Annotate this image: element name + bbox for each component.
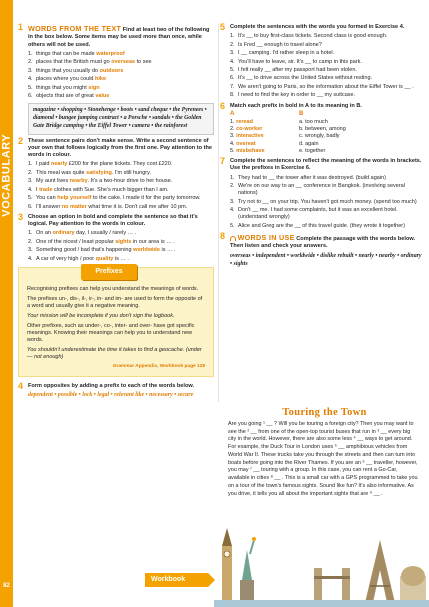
item-number: 6. — [28, 203, 33, 210]
prefixes-example: Your mission will be incomplete if you don't sign the logbook. — [27, 312, 175, 319]
list-item — [230, 199, 423, 206]
item-number: 2. — [28, 59, 33, 66]
match-a-item — [230, 119, 285, 126]
match-b-item — [299, 126, 423, 133]
workbook-tab — [145, 573, 208, 587]
item-text: One of the nicest / least popular — [36, 238, 116, 245]
prefix-word: co-worker — [236, 126, 263, 132]
list-item — [230, 84, 423, 91]
item-letter: b. — [299, 126, 304, 132]
prefix-word: interactive — [236, 133, 264, 140]
sidebar-label: VOCABULARY — [0, 133, 13, 217]
word-list: overseas • independent • worldwide • dislike rebuilt • nearly • nearby • ordinary • sights — [230, 252, 422, 267]
item-text: day, I usually / rarely … . — [74, 230, 137, 237]
exercise-instruction: Complete the sentences with the words you formed in Exercise 4. — [230, 24, 405, 30]
item-number: 6. — [28, 92, 33, 99]
item-number: 3. — [28, 67, 33, 74]
exercise-number: 3 — [18, 211, 24, 222]
prefixes-example: You shouldn't underestimate the time it takes to find a geocache. (under — not enough) — [27, 346, 202, 360]
exercise-number: 8 — [220, 231, 226, 242]
prefixes-title: Prefixes — [81, 264, 137, 280]
list-item — [28, 204, 214, 211]
item-text: Alice and Greg are the __ of this travel guide. (they wrote it together) — [238, 222, 405, 229]
item-number: 1. — [28, 50, 33, 57]
item-text: It's __ to drive across the United States without resting. — [238, 75, 373, 82]
item-text: I felt really __ after my passport had been stolen. — [238, 67, 357, 74]
item-text: clothes with Sue. She's much bigger than I am. — [52, 186, 169, 193]
column-b-header: B — [299, 110, 304, 117]
list-item — [230, 59, 423, 66]
exercise-4 — [18, 383, 214, 400]
grammar-appendix-reference: Grammar Appendix, Workbook page 128 — [112, 363, 205, 369]
list-item — [230, 50, 423, 57]
item-text: I — [36, 186, 40, 193]
item-text: My aunt lives — [36, 178, 70, 185]
match-b-item — [299, 119, 423, 126]
highlight-word: help yourself — [57, 195, 92, 202]
highlight-word: sign — [88, 84, 100, 91]
match-a-item — [230, 133, 285, 140]
item-text: It's __ to buy first-class tickets. Second class is good enough. — [238, 33, 388, 40]
instruction-text: Find at least two of the following in the box below. Some items may be used more than once, while others will not be used. — [28, 27, 210, 48]
prefixes-paragraph: The prefixes un-, dis-, il-, ir-, in- and im- are used to form the opposite of a word and usually give it a negative meaning. — [27, 295, 203, 309]
item-text: Don't __ me. I had some complaints, but it was an excellent hotel. (understand wrongly) — [238, 207, 398, 221]
item-list — [230, 33, 423, 99]
item-number: 4. — [230, 58, 235, 65]
item-text: what time it is. Don't call me after 10 pm. — [86, 203, 188, 210]
item-text: You'll have to leave, sir. It's __ to camp in this park. — [238, 58, 362, 65]
exercise-2 — [18, 135, 214, 211]
list-item — [28, 195, 214, 202]
list-item — [28, 239, 214, 246]
list-item — [230, 207, 423, 222]
water-strip — [214, 600, 429, 607]
item-number: 5. — [230, 67, 235, 74]
item-number: 2. — [28, 169, 33, 176]
list-item — [28, 170, 214, 177]
exercise-instruction — [230, 233, 423, 251]
highlight-word: trade — [39, 186, 53, 193]
exercise-instruction: Match each prefix in bold in A to its meaning in B. — [230, 102, 362, 109]
highlight-word: hike — [95, 76, 107, 83]
prefixes-paragraph: Recognising prefixes can help you understand the meanings of words. — [27, 286, 199, 292]
instruction-text: Complete the passage with the words below. Then listen and check your answers. — [230, 236, 416, 250]
item-text: to the cake. I made it for the party tomorrow. — [91, 195, 201, 202]
list-item — [28, 85, 214, 92]
list-item — [230, 175, 423, 182]
item-number: 1. — [28, 230, 33, 237]
list-item — [230, 42, 423, 49]
item-text: You can — [36, 195, 58, 202]
list-item — [230, 75, 423, 82]
highlight-word: overseas — [111, 59, 136, 66]
highlight-word: satisfying — [86, 169, 112, 176]
item-number: 2. — [230, 182, 235, 189]
item-number: 4. — [230, 140, 235, 147]
column-a-header: A — [230, 110, 235, 117]
item-number: 1. — [230, 174, 235, 181]
item-number: 1. — [230, 118, 235, 125]
column-divider — [218, 24, 219, 402]
item-text: I __ camping. I'd rather sleep in a hotel. — [238, 50, 335, 57]
item-list — [28, 51, 214, 100]
item-number: 3. — [230, 133, 235, 140]
item-text: This meal was quite — [36, 169, 87, 176]
list-item — [230, 33, 423, 40]
exercise-number: 7 — [220, 156, 226, 166]
highlight-word: no matter — [61, 203, 87, 210]
item-text: to see — [135, 59, 152, 66]
story-text: Are you going ¹ __ ? Will you be touring a foreign city? Then you may want to see the ² __ from one of the open-top tourist buses that run in ³ __ every big city in the world. However, there are also some less ⁴ __ ways to get around. For example, the Duck Tour in London uses ⁵ __ amphibious vehicles from World War II. These trucks take you through the streets and then can turn into boats before going into the River Thames. If you are an ⁶ __ traveller, however, you may ⁷ __ touring with a group. In this case, you can rent a Go-Car, available in cities ⁸ __ . This is a small car with a GPS programmed to take you on a tour of the town's famous sights. Sound like fun? It's also informative. As you drive, it tells you all about the important sights that are ⁹ __ . — [228, 421, 418, 497]
exercise-number: 5 — [220, 22, 226, 32]
list-item — [230, 92, 423, 99]
item-number: 7. — [230, 83, 235, 90]
match-b-item — [299, 148, 423, 155]
big-ben-icon — [222, 528, 232, 607]
word-box: magazine • shopping • Stonehenge • boots • sand cheque • the Pyrenees • diamond • bungee jumping contract • a Porsche • sandals • the Golden Gate Bridge camping • the Eiffel Tower • camera • the rainforest — [28, 103, 214, 134]
highlight-word: value — [95, 92, 110, 99]
list-item — [230, 67, 423, 74]
item-number: 3. — [230, 198, 235, 205]
prefix-word: reread — [236, 118, 253, 125]
highlight-word: worldwide — [133, 247, 160, 254]
item-number: 4. — [28, 186, 33, 193]
item-number: 4. — [28, 76, 33, 83]
item-text: places that the British must go — [36, 59, 112, 66]
item-list — [28, 230, 214, 263]
item-number: 3. — [28, 247, 33, 254]
list-item — [28, 59, 214, 66]
item-number: 6. — [230, 75, 235, 82]
item-number: 8. — [230, 92, 235, 99]
meaning-text: again — [305, 140, 319, 147]
exercise-instruction: Choose an option in bold and complete the sentence so that it's logical. Pay attention to the words in colour. — [28, 213, 198, 228]
item-list — [230, 175, 423, 231]
exercise-8 — [220, 233, 423, 268]
item-text: I'll answer — [36, 203, 62, 210]
item-number: 4. — [230, 207, 235, 214]
item-number: 5. — [230, 147, 235, 154]
item-letter: c. — [299, 133, 304, 140]
exercise-7 — [220, 158, 423, 230]
exercise-instruction: Form opposites by adding a prefix to each of the words below. — [28, 383, 195, 390]
item-text: . It's a two-hour drive to her house. — [87, 178, 173, 185]
list-item — [28, 187, 214, 194]
exercise-instruction: These sentence pairs don't make sense. Write a second sentence of your own that follows logically from the first one. Pay attention to the words in colour. — [28, 137, 212, 159]
item-text: is … . — [113, 255, 129, 262]
item-text: We aren't going to Paris, so the information about the Eiffel Tower is __ . — [238, 83, 414, 90]
match-a-item — [230, 141, 285, 148]
list-item — [28, 76, 214, 83]
list-item — [28, 68, 214, 75]
meaning-text: between, among — [305, 126, 346, 132]
list-item — [28, 230, 214, 237]
item-text: They had to __ the tower after it was destroyed. (build again) — [238, 174, 386, 181]
word-list: dependent • possible • lock • legal • relevant like • necessary • secure — [28, 392, 194, 399]
item-number: 2. — [230, 126, 235, 132]
highlight-word: quality — [95, 255, 114, 262]
headphones-icon — [230, 236, 236, 241]
prefixes-info-box — [18, 267, 214, 377]
list-item — [230, 183, 423, 198]
item-text: Try not to __ on your trip. You haven't got much money. (spend too much) — [238, 198, 417, 205]
item-text: things that you usually do — [36, 67, 100, 74]
list-item — [28, 247, 214, 254]
list-item — [28, 161, 214, 168]
match-b-item — [299, 141, 423, 148]
landmarks-illustration — [214, 510, 429, 607]
item-text: in our area is … . — [131, 238, 175, 245]
item-letter: d. — [299, 140, 304, 147]
item-text: I need to find the key in order to __ my suitcase. — [238, 92, 356, 99]
item-number: 1. — [230, 33, 235, 40]
item-number: 3. — [28, 178, 33, 185]
list-item — [230, 223, 423, 230]
left-column — [18, 24, 214, 403]
sidebar-label-wrap — [0, 130, 13, 220]
meaning-text: together — [305, 147, 326, 154]
workbook-label: Workbook — [151, 576, 186, 584]
item-text: Is Fred __ enough to travel alone? — [238, 41, 322, 48]
exercise-title: WORDS IN USE — [237, 233, 295, 243]
item-text: places where you could — [36, 76, 96, 83]
item-letter: a. — [299, 118, 304, 125]
story-passage — [228, 421, 418, 498]
right-column — [220, 24, 423, 272]
item-text: On an — [36, 230, 53, 237]
list-item — [28, 178, 214, 185]
match-b-item — [299, 133, 423, 140]
list-item — [28, 93, 214, 100]
item-letter: e. — [299, 147, 304, 154]
highlight-word: waterproof — [96, 50, 125, 57]
prefix-word: misbehave — [236, 147, 265, 154]
exercise-5 — [220, 24, 423, 100]
vocabulary-sidebar — [0, 0, 13, 607]
page-number: 82 — [3, 583, 10, 589]
exercise-number: 6 — [220, 100, 226, 111]
item-text: things that can be made — [36, 50, 97, 57]
highlight-word: outdoors — [99, 67, 124, 74]
eiffel-tower-icon — [364, 540, 396, 607]
exercise-title: WORDS FROM THE TEXT — [28, 24, 122, 33]
meaning-text: too much — [305, 118, 328, 125]
highlight-word: sights — [115, 238, 132, 245]
exercise-number: 1 — [18, 22, 24, 32]
story-title: Touring the Town — [282, 407, 367, 418]
item-text: We're on our way to an __ conference in Bangkok. (involving several nations) — [238, 182, 405, 197]
list-item — [28, 51, 214, 58]
item-number: 4. — [28, 255, 33, 262]
meaning-text: wrongly, badly — [304, 133, 340, 140]
item-text: A car of very high / poor — [36, 255, 96, 262]
item-text: I paid — [36, 161, 51, 168]
exercise-instruction — [28, 24, 214, 49]
item-text: objects that are of great — [36, 92, 96, 99]
item-number: 5. — [28, 195, 33, 202]
exercise-3 — [18, 211, 214, 263]
match-a-item — [230, 126, 285, 133]
item-list — [28, 161, 214, 210]
highlight-word: nearly — [50, 161, 68, 168]
list-item — [28, 256, 214, 263]
item-number: 2. — [230, 41, 235, 48]
match-table — [230, 111, 423, 155]
exercise-number: 4 — [18, 381, 24, 392]
exercise-1 — [18, 24, 214, 135]
exercise-number: 2 — [18, 135, 24, 146]
match-a-item — [230, 148, 285, 155]
item-number: 5. — [230, 222, 235, 229]
exercise-6 — [220, 100, 423, 155]
prefixes-paragraph: Other prefixes, such as under-, co-, inter- and over- have got specific meanings. Knowing their meanings can help you to understand new words. — [27, 322, 195, 343]
statue-of-liberty-icon — [240, 537, 256, 607]
item-text: things that you might — [36, 84, 89, 91]
item-text: . I'm still hungry. — [111, 169, 151, 176]
prefix-word: overeat — [236, 140, 256, 147]
item-number: 2. — [28, 238, 33, 245]
item-number: 3. — [230, 50, 235, 57]
item-text: is … . — [159, 247, 176, 254]
item-text: Something good / bad that's happening — [36, 247, 134, 254]
item-number: 1. — [28, 161, 33, 168]
highlight-word: ordinary — [52, 230, 75, 237]
item-number: 5. — [28, 84, 33, 91]
highlight-word: nearby — [69, 178, 88, 185]
item-text: £200 for the plane tickets. They cost £220. — [67, 161, 173, 168]
exercise-instruction: Complete the sentences to reflect the meaning of the words in brackets. Use the prefixes in Exercise 6. — [230, 158, 422, 172]
